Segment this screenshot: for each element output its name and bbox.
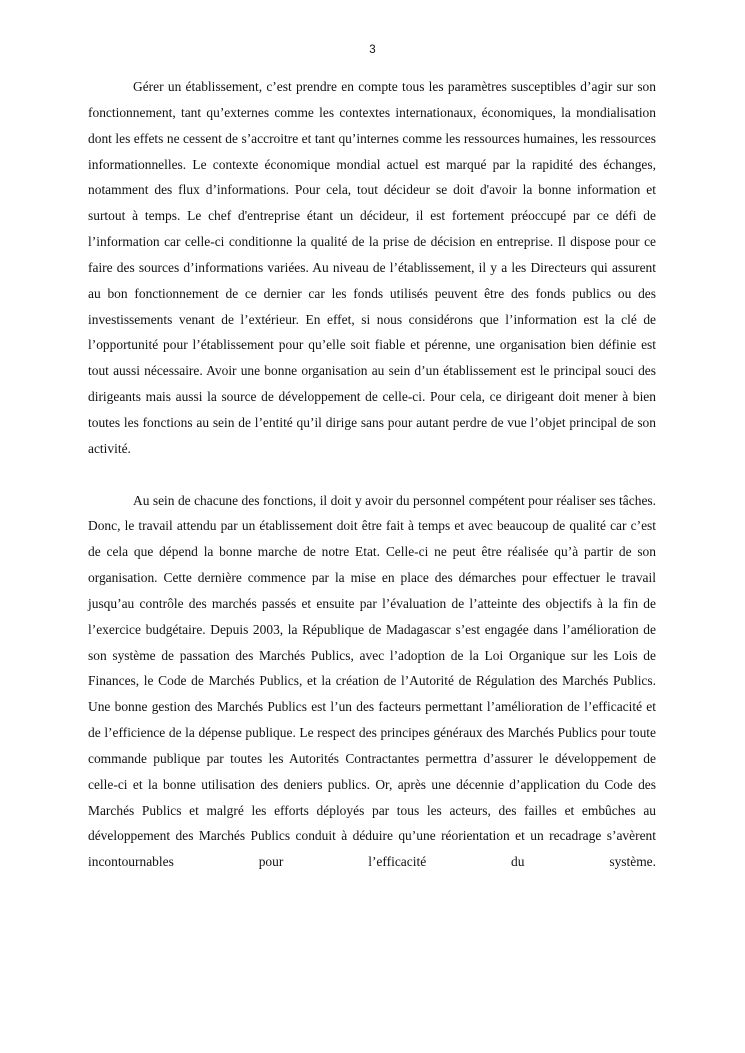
paragraph-public-procurement: Au sein de chacune des fonctions, il doit y avoir du personnel compétent pour réaliser ses tâches. Donc, le travail attendu par un établissement doit être fait à temps et avec beaucoup de qualité car c’est de cela que dépend la bonne marche de notre Etat. Celle-ci ne peut être réalisée qu’à partir de son organisation. Cette dernière commence par la mise en place des démarches pour effectuer le travail jusqu’au contrôle des marchés passés et ensuite par l’évaluation de l’atteinte des objectifs à la fin de l’exercice budgétaire. Depuis 2003, la République de Madagascar s’est engagée dans l’amélioration de son système de passation des Marchés Publics, avec l’adoption de la Loi Organique sur les Lois de Finances, le Code de Marchés Publics, et la création de l’Autorité de Régulation des Marchés Publics. Une bonne gestion des Marchés Publics est l’un des facteurs permettant l’amélioration de l’efficacité et de l’efficience de la dépense publique. Le respect des principes généraux des Marchés Publics pour toute commande publique par toutes les Autorités Contractantes permettra d’assurer le développement de celle-ci et la bonne utilisation des deniers publics. Or, après une décennie d’application du Code des Marchés Publics et malgré les efforts déployés par tous les acteurs, des failles et embûches au développement des Marchés Publics conduit à déduire qu’une réorientation et un recadrage s’avèrent incontournables pour l’efficacité du système. — [88, 492, 656, 870]
page-number: 3 — [369, 44, 376, 56]
body-text — [88, 74, 656, 875]
paragraph-management-context: Gérer un établissement, c’est prendre en compte tous les paramètres susceptibles d’agir sur son fonctionnement, tant qu’externes comme les contextes internationaux, économiques, la mondialisation dont les effets ne cessent de s’accroitre et tant qu’internes comme les ressources humaines, les ressources informationnelles. Le contexte économique mondial actuel est marqué par la rapidité des échanges, notamment des flux d’informations. Pour cela, tout décideur se doit d'avoir la bonne information et surtout à temps. Le chef d'entreprise étant un décideur, il est fortement préoccupé par ce défi de l’information car celle-ci conditionne la qualité de la prise de décision en entreprise. Il dispose pour ce faire des sources d’informations variées. Au niveau de l’établissement, il y a les Directeurs qui assurent au bon fonctionnement de ce dernier car les fonds utilisés peuvent être des fonds publics ou des investissements venant de l’extérieur. En effet, si nous considérons que l’information est la clé de l’opportunité pour l’établissement pour qu’elle soit fiable et pérenne, une organisation bien définie est tout aussi nécessaire. Avoir une bonne organisation au sein d’un établissement est le principal souci des dirigeants mais aussi la source de développement de celle-ci. Pour cela, ce dirigeant doit mener à bien toutes les fonctions au sein de l’entité qu’il dirige sans pour autant perdre de vue l’objet principal de son activité. — [88, 79, 656, 456]
